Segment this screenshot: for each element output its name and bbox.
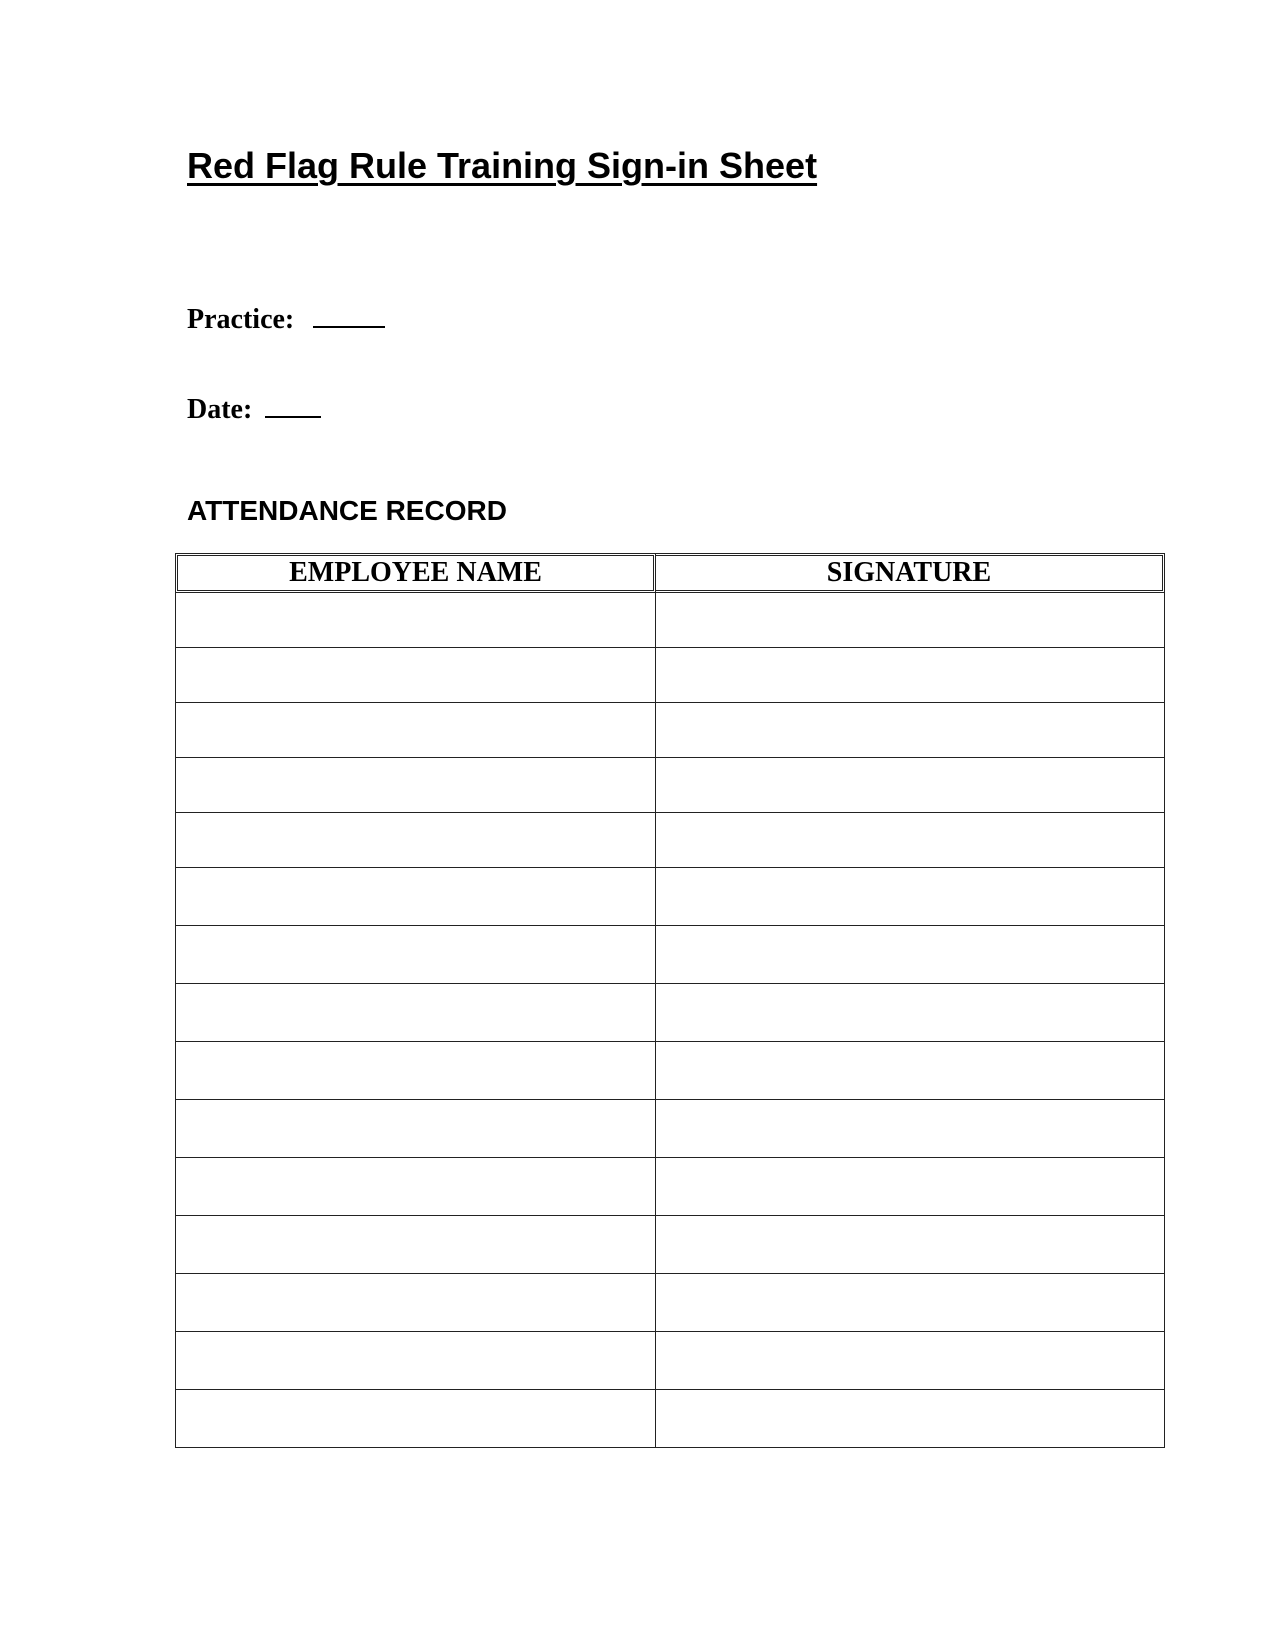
signature-cell[interactable] (656, 1332, 1165, 1390)
signature-cell[interactable] (656, 648, 1165, 703)
table-row (175, 1332, 1165, 1390)
employee-name-cell[interactable] (175, 703, 656, 758)
employee-name-cell[interactable] (175, 758, 656, 813)
signature-cell[interactable] (656, 593, 1165, 648)
employee-name-cell[interactable] (175, 926, 656, 984)
table-row (175, 1274, 1165, 1332)
table-row (175, 1390, 1165, 1448)
table-header-row (175, 553, 1165, 593)
signature-cell[interactable] (656, 1390, 1165, 1448)
date-field (187, 392, 321, 424)
practice-blank[interactable] (313, 302, 385, 328)
column-header-signature: SIGNATURE (656, 553, 1165, 593)
practice-label: Practice: (187, 304, 295, 335)
table-row (175, 758, 1165, 813)
table-row (175, 868, 1165, 926)
employee-name-cell[interactable] (175, 593, 656, 648)
employee-name-cell[interactable] (175, 1042, 656, 1100)
signature-cell[interactable] (656, 1042, 1165, 1100)
employee-name-cell[interactable] (175, 1100, 656, 1158)
attendance-heading: ATTENDANCE RECORD (187, 495, 507, 526)
employee-name-cell[interactable] (175, 813, 656, 868)
table-row (175, 1100, 1165, 1158)
employee-name-cell[interactable] (175, 648, 656, 703)
employee-name-cell[interactable] (175, 1274, 656, 1332)
table-row (175, 1216, 1165, 1274)
signature-cell[interactable] (656, 1100, 1165, 1158)
table-row (175, 984, 1165, 1042)
table-row (175, 593, 1165, 648)
table-row (175, 648, 1165, 703)
signature-cell[interactable] (656, 813, 1165, 868)
employee-name-cell[interactable] (175, 984, 656, 1042)
column-header-employee-name: EMPLOYEE NAME (175, 553, 656, 593)
practice-field (187, 302, 385, 334)
signature-cell[interactable] (656, 1216, 1165, 1274)
date-label: Date: (187, 394, 253, 425)
signature-cell[interactable] (656, 868, 1165, 926)
signature-cell[interactable] (656, 984, 1165, 1042)
date-blank[interactable] (265, 392, 321, 418)
employee-name-cell[interactable] (175, 1390, 656, 1448)
signature-cell[interactable] (656, 758, 1165, 813)
table-row (175, 926, 1165, 984)
employee-name-cell[interactable] (175, 1158, 656, 1216)
table-row (175, 703, 1165, 758)
employee-name-cell[interactable] (175, 868, 656, 926)
signature-cell[interactable] (656, 1158, 1165, 1216)
page-title: Red Flag Rule Training Sign-in Sheet (187, 145, 818, 186)
table-row (175, 1158, 1165, 1216)
table-row (175, 1042, 1165, 1100)
employee-name-cell[interactable] (175, 1332, 656, 1390)
signature-cell[interactable] (656, 926, 1165, 984)
attendance-table (175, 553, 1165, 1448)
signature-cell[interactable] (656, 703, 1165, 758)
table-row (175, 813, 1165, 868)
employee-name-cell[interactable] (175, 1216, 656, 1274)
signature-cell[interactable] (656, 1274, 1165, 1332)
